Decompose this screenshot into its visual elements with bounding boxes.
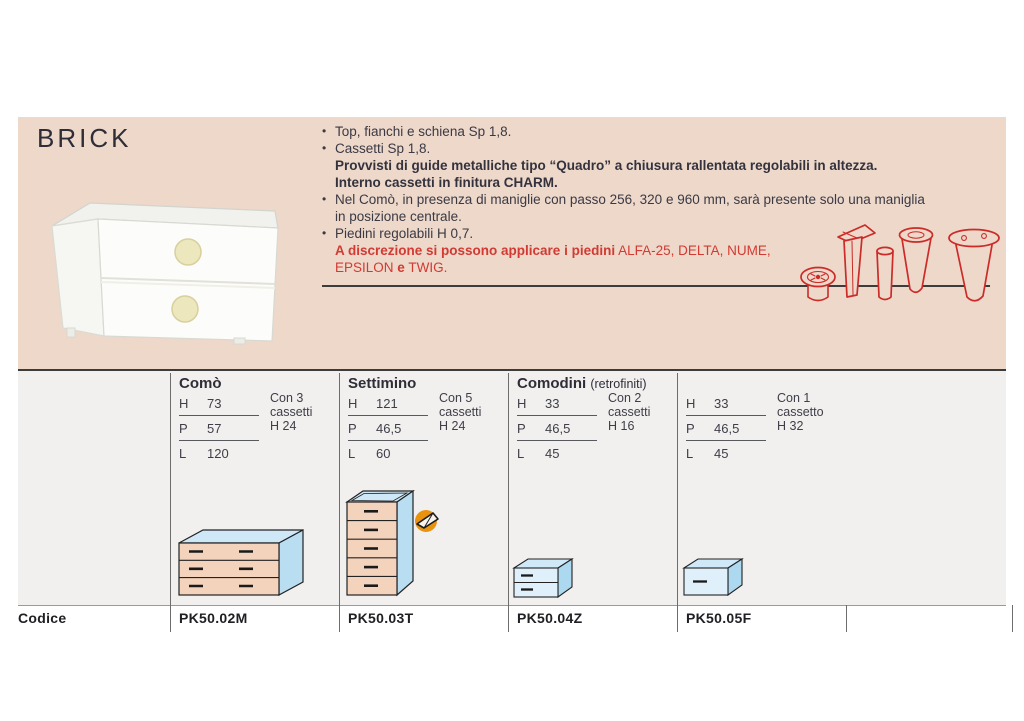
dimensions-comodino-1c xyxy=(686,391,766,465)
spec-text: A discrezione si possono applicare i piedini xyxy=(335,243,616,258)
knob-top xyxy=(175,239,201,265)
dimensions-settimino xyxy=(348,391,428,465)
dimension-row: L 45 xyxy=(686,445,729,461)
page-title: BRICK xyxy=(37,123,132,153)
column-divider xyxy=(170,373,171,632)
column-divider xyxy=(1012,605,1013,632)
spec-text: EPSILON xyxy=(335,260,394,275)
dimensions-comodino-2c xyxy=(517,391,597,465)
spec-item-bold xyxy=(322,174,998,191)
header-band xyxy=(18,117,1006,369)
bullet-dot: • xyxy=(322,124,327,138)
drawer-note-comodino-1c: Con 1 cassetto H 32 xyxy=(777,391,824,433)
codice-rule xyxy=(18,605,1006,606)
column-header-comodini: Comodini (retrofiniti) xyxy=(517,375,647,392)
product-code-comodino-1c: PK50.05F xyxy=(686,610,752,626)
spec-item xyxy=(322,123,998,140)
codice-label: Codice xyxy=(18,610,67,626)
comodino-2-drawing xyxy=(511,556,575,598)
alfa25-leg-icon xyxy=(801,268,835,301)
epsilon-leg-icon xyxy=(900,228,933,292)
drawer-note-como: Con 3 cassetti H 24 xyxy=(270,391,313,433)
product-code-settimino: PK50.03T xyxy=(348,610,414,626)
spec-text: e xyxy=(397,260,405,275)
product-photo xyxy=(38,190,288,345)
bullet-dot: • xyxy=(322,192,327,206)
column-divider xyxy=(508,373,509,632)
dimension-row: H 33 xyxy=(517,391,597,416)
product-code-comodino-2c: PK50.04Z xyxy=(517,610,583,626)
column-divider xyxy=(677,373,678,632)
fitting-icon xyxy=(412,507,442,535)
bullet-dot: • xyxy=(322,141,327,155)
dimension-row: P 46,5 xyxy=(517,416,597,441)
settimino-drawing xyxy=(344,488,416,598)
spec-text: TWIG. xyxy=(408,260,448,275)
drawer-note-comodino-2c: Con 2 cassetti H 16 xyxy=(608,391,651,433)
dimension-row: H 33 xyxy=(686,391,766,416)
dimension-row: L 120 xyxy=(179,445,229,461)
spec-text: Provvisti di guide metalliche tipo “Quadro” a chiusura rallentata regolabili in altezza. xyxy=(335,158,878,173)
spec-text: ALFA-25, DELTA, NUME, xyxy=(618,243,771,258)
column-divider xyxy=(339,373,340,632)
knob-bottom xyxy=(172,296,198,322)
spec-text: Cassetti Sp 1,8. xyxy=(335,141,431,156)
spec-item xyxy=(322,191,998,225)
spec-item-bold xyxy=(322,157,998,174)
product-code-como: PK50.02M xyxy=(179,610,248,626)
dimensions-como xyxy=(179,391,259,465)
column-header-como: Comò xyxy=(179,375,222,392)
dimension-row: L 60 xyxy=(348,445,391,461)
twig-leg-icon xyxy=(949,230,999,301)
comodino-1-drawing xyxy=(681,556,745,596)
delta-leg-icon xyxy=(838,225,875,297)
dimension-row: H 73 xyxy=(179,391,259,416)
column-header-settimino: Settimino xyxy=(348,375,417,392)
drawer-note-settimino: Con 5 cassetti H 24 xyxy=(439,391,482,433)
como-drawing xyxy=(176,527,306,597)
spec-text: Interno cassetti in finitura CHARM. xyxy=(335,175,558,190)
nume-leg-icon xyxy=(877,247,893,299)
dimension-row: H 121 xyxy=(348,391,428,416)
dimension-row: P 46,5 xyxy=(686,416,766,441)
spec-item xyxy=(322,140,998,157)
dimension-row: L 45 xyxy=(517,445,560,461)
piedini-icons xyxy=(798,221,1004,313)
spec-text: Piedini regolabili H 0,7. xyxy=(335,226,474,241)
column-divider xyxy=(846,605,847,632)
bullet-dot: • xyxy=(322,226,327,240)
dimension-row: P 46,5 xyxy=(348,416,428,441)
spec-text: Top, fianchi e schiena Sp 1,8. xyxy=(335,124,512,139)
dimension-row: P 57 xyxy=(179,416,259,441)
spec-text: Nel Comò, in presenza di maniglie con passo 256, 320 e 960 mm, sarà presente solo una maniglia in posizione centrale. xyxy=(335,192,925,224)
